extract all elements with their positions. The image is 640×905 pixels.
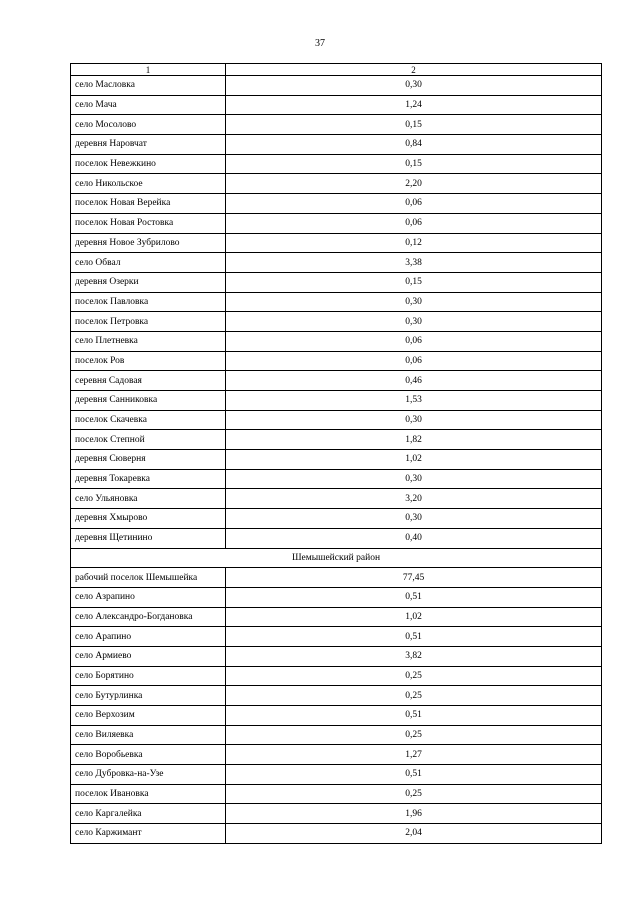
table-row (71, 646, 602, 666)
settlement-value: 0,06 (226, 194, 602, 214)
table-row (71, 804, 602, 824)
table-row (71, 194, 602, 214)
settlement-name: рабочий поселок Шемышейка (71, 568, 226, 588)
settlement-name: село Дубровка-на-Узе (71, 765, 226, 785)
settlement-name: поселок Павловка (71, 292, 226, 312)
table-row (71, 587, 602, 607)
settlement-name: село Бутурлинка (71, 686, 226, 706)
settlement-name: село Каржимант (71, 824, 226, 844)
table-row (71, 528, 602, 548)
table-row (71, 154, 602, 174)
table-row (71, 331, 602, 351)
settlement-value: 77,45 (226, 568, 602, 588)
settlement-name: село Александро-Богдановка (71, 607, 226, 627)
settlement-value: 3,82 (226, 646, 602, 666)
settlement-name: поселок Скачевка (71, 410, 226, 430)
settlement-value: 0,51 (226, 587, 602, 607)
settlement-name: село Виляевка (71, 725, 226, 745)
settlement-value: 1,96 (226, 804, 602, 824)
settlement-value: 0,25 (226, 686, 602, 706)
settlement-name: деревня Щетинино (71, 528, 226, 548)
table-row (71, 272, 602, 292)
settlement-name: деревня Хмырово (71, 509, 226, 529)
table-row (71, 430, 602, 450)
table-row (71, 686, 602, 706)
table-row (71, 76, 602, 96)
settlement-value: 3,20 (226, 489, 602, 509)
settlement-name: село Никольское (71, 174, 226, 194)
settlement-name: поселок Ров (71, 351, 226, 371)
settlement-value: 0,25 (226, 784, 602, 804)
table-row (71, 469, 602, 489)
settlement-name: село Каргалейка (71, 804, 226, 824)
table-row (71, 135, 602, 155)
column-header-2: 2 (226, 64, 602, 76)
table-row (71, 489, 602, 509)
settlement-name: деревня Наровчат (71, 135, 226, 155)
table-row (71, 784, 602, 804)
settlement-value: 0,25 (226, 725, 602, 745)
settlement-name: поселок Степной (71, 430, 226, 450)
settlement-value: 1,02 (226, 607, 602, 627)
settlement-value: 0,06 (226, 351, 602, 371)
table-header-row (71, 64, 602, 76)
settlement-name: село Воробьевка (71, 745, 226, 765)
settlement-name: поселок Новая Верейка (71, 194, 226, 214)
settlement-value: 2,20 (226, 174, 602, 194)
table-row (71, 706, 602, 726)
table-row (71, 174, 602, 194)
table-row (71, 568, 602, 588)
settlement-value: 0,30 (226, 76, 602, 96)
settlement-value: 0,15 (226, 272, 602, 292)
table-row (71, 666, 602, 686)
settlement-name: деревня Санниковка (71, 391, 226, 411)
settlement-value: 0,40 (226, 528, 602, 548)
settlement-value: 0,30 (226, 292, 602, 312)
settlement-name: село Мача (71, 95, 226, 115)
settlement-name: село Плетневка (71, 331, 226, 351)
table-row (71, 607, 602, 627)
settlement-name: село Мосолово (71, 115, 226, 135)
table-row (71, 391, 602, 411)
settlements-table (70, 63, 602, 844)
settlement-value: 2,04 (226, 824, 602, 844)
settlement-name: село Арапино (71, 627, 226, 647)
settlement-name: деревня Новое Зубрилово (71, 233, 226, 253)
table-row (71, 233, 602, 253)
settlement-value: 0,15 (226, 115, 602, 135)
settlement-value: 0,30 (226, 509, 602, 529)
settlement-name: серевня Садовая (71, 371, 226, 391)
table-row (71, 95, 602, 115)
settlement-value: 0,15 (226, 154, 602, 174)
settlement-value: 0,30 (226, 410, 602, 430)
settlement-value: 3,38 (226, 253, 602, 273)
table-row (71, 312, 602, 332)
page-number: 37 (315, 38, 325, 49)
settlement-value: 0,12 (226, 233, 602, 253)
settlement-value: 0,06 (226, 213, 602, 233)
table-row (71, 450, 602, 470)
settlement-name: поселок Невежкино (71, 154, 226, 174)
settlement-value: 1,24 (226, 95, 602, 115)
settlement-name: деревня Сюверня (71, 450, 226, 470)
settlement-name: село Обвал (71, 253, 226, 273)
table-row (71, 292, 602, 312)
table-row (71, 627, 602, 647)
section-title: Шемышейский район (71, 548, 602, 568)
settlement-value: 1,82 (226, 430, 602, 450)
settlement-name: село Масловка (71, 76, 226, 96)
table-row (71, 725, 602, 745)
table-row (71, 213, 602, 233)
settlement-name: поселок Ивановка (71, 784, 226, 804)
table-row (71, 410, 602, 430)
settlement-value: 1,02 (226, 450, 602, 470)
settlement-name: село Ульяновка (71, 489, 226, 509)
column-header-1: 1 (71, 64, 226, 76)
settlement-name: село Верхозим (71, 706, 226, 726)
table-row (71, 765, 602, 785)
table-row (71, 745, 602, 765)
settlement-name: поселок Петровка (71, 312, 226, 332)
settlement-value: 0,46 (226, 371, 602, 391)
settlement-value: 0,84 (226, 135, 602, 155)
section-row (71, 548, 602, 568)
table-row (71, 115, 602, 135)
table-row (71, 351, 602, 371)
settlement-value: 0,25 (226, 666, 602, 686)
table-row (71, 253, 602, 273)
settlement-name: село Борятино (71, 666, 226, 686)
settlement-name: деревня Озерки (71, 272, 226, 292)
settlement-value: 0,51 (226, 765, 602, 785)
settlement-value: 1,53 (226, 391, 602, 411)
table-row (71, 371, 602, 391)
settlement-value: 0,51 (226, 706, 602, 726)
settlement-name: поселок Новая Ростовка (71, 213, 226, 233)
settlement-name: село Азрапино (71, 587, 226, 607)
settlement-name: село Армиево (71, 646, 226, 666)
table-row (71, 509, 602, 529)
settlement-name: деревня Токаревка (71, 469, 226, 489)
settlement-value: 0,30 (226, 312, 602, 332)
settlement-value: 0,30 (226, 469, 602, 489)
settlement-value: 1,27 (226, 745, 602, 765)
settlement-value: 0,06 (226, 331, 602, 351)
settlement-value: 0,51 (226, 627, 602, 647)
table-row (71, 824, 602, 844)
